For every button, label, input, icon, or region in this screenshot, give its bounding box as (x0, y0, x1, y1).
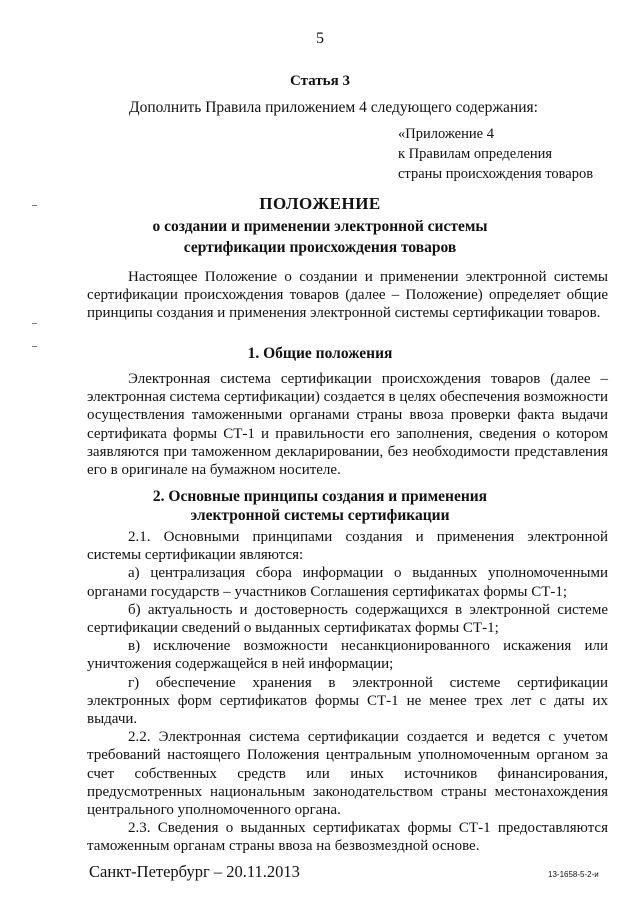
page-number: 5 (316, 30, 324, 47)
preamble-paragraph: Настоящее Положение о создании и применении электронной системы сертификации происхождения товаров (далее – Положение) определяет общие принципы создания и применения электронной системы сертификации товаров. (87, 269, 608, 322)
footer-city-date: Санкт-Петербург – 20.11.2013 (89, 862, 300, 881)
margin-mark (32, 205, 37, 206)
paragraph-2-1: 2.1. Основными принципами создания и применения электронной системы сертификации являются: (87, 529, 608, 564)
paragraph-2-3: 2.3. Сведения о выданных сертификатах формы СТ-1 предоставляются таможенным органам страны ввоза на безвозмездной основе. (87, 820, 608, 855)
margin-mark (32, 323, 37, 324)
list-item-b: б) актуальность и достоверность содержащихся в электронной системе сертификации сведений о выданных сертификатах формы СТ-1; (87, 601, 608, 637)
list-item-a: а) централизация сбора информации о выданных уполномоченными органами государств – участников Соглашения сертификатах формы СТ-1; (87, 565, 608, 600)
document-title: ПОЛОЖЕНИЕ (259, 194, 381, 213)
list-item-d: г) обеспечение хранения в электронной системе сертификации электронных форм сертификатов формы СТ-1 не менее трех лет с даты их выдачи. (87, 674, 608, 728)
appendix-line-2: к Правилам определения (398, 146, 553, 162)
section-2-heading-line-1: 2. Основные принципы создания и применения (152, 488, 488, 505)
section-2-heading-line-2: электронной системы сертификации (190, 507, 450, 524)
footer-document-code: 13-1658-5-2-и (548, 870, 599, 879)
section-1-paragraph: Электронная система сертификации происхождения товаров (далее – электронная система сертификации) создается в целях обеспечения возможности осуществления таможенными органами страны ввоза проверки факта выдачи сертификата формы СТ-1 и правильности его заполнения, сведения о котором заявляются при таможенном декларировании, без необходимости представления его в оригинале на бумажном носителе. (87, 371, 608, 479)
appendix-note (398, 124, 593, 184)
subtitle-line-1: о создании и применении электронной системы (152, 218, 488, 235)
article-heading: Статья 3 (290, 73, 350, 89)
appendix-line-1: «Приложение 4 (398, 126, 494, 142)
article-intro: Дополнить Правила приложением 4 следующего содержания: (129, 99, 538, 116)
subtitle-line-2: сертификации происхождения товаров (183, 239, 457, 256)
preamble-block (87, 268, 608, 323)
section-2-heading (0, 487, 640, 525)
appendix-line-3: страны происхождения товаров (398, 166, 594, 182)
list-item-c: в) исключение возможности несанкционированного искажения или уничтожения содержащейся в ней информации; (87, 638, 608, 673)
paragraph-2-2: 2.2. Электронная система сертификации создается и ведется с учетом требований настоящего Положения центральным уполномоченным органом за счет собственных средств или иных источников финансирования, предусмотренных национальным законодательством страны местонахождения центрального уполномоченного органа. (87, 729, 608, 819)
margin-mark (32, 346, 37, 347)
section-1-heading: 1. Общие положения (247, 345, 393, 362)
document-subtitle (0, 216, 640, 258)
section-2-block (87, 528, 608, 856)
section-1-block (87, 370, 608, 479)
